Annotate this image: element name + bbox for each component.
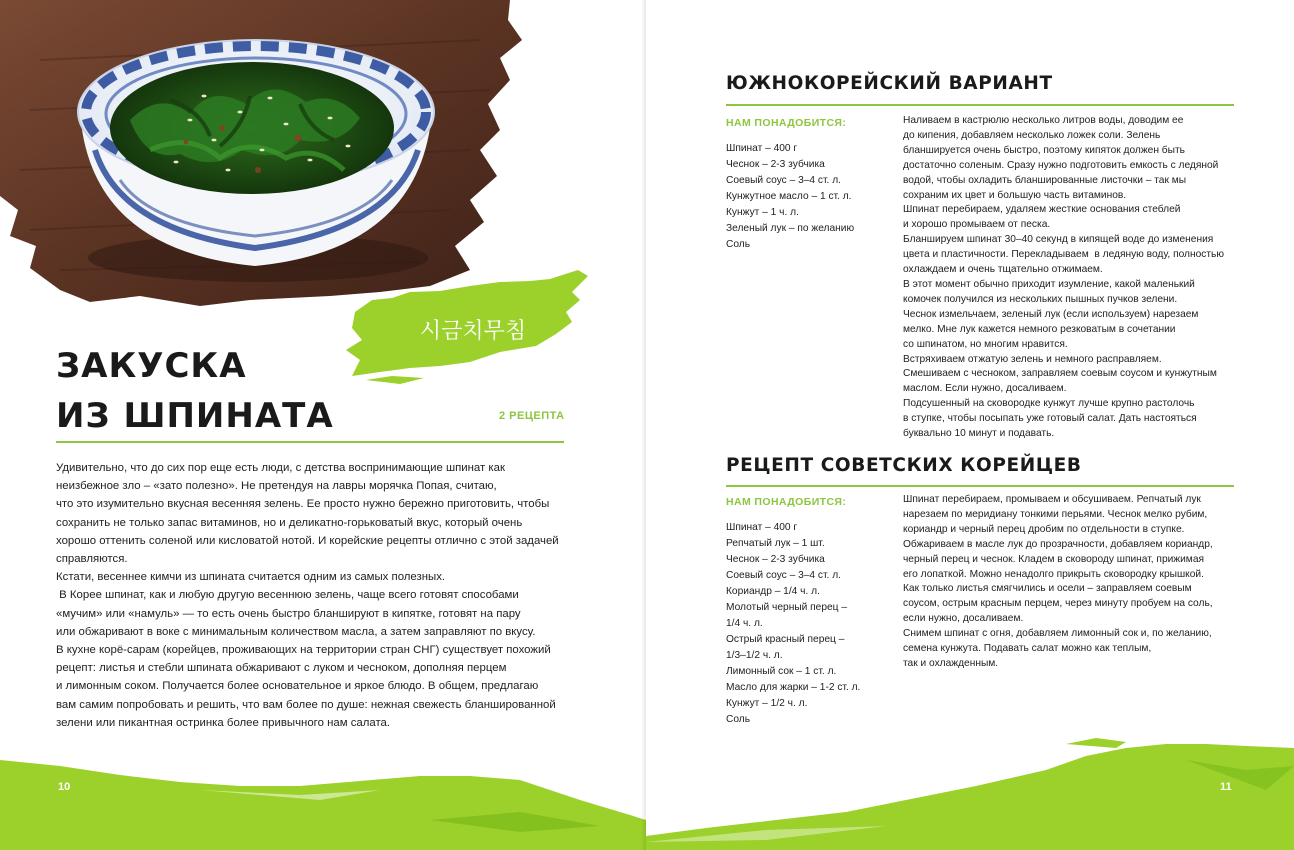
step-line: так и охлажденным. [903, 657, 999, 669]
divider-rule [726, 104, 1234, 106]
step-line: черный перец и чеснок. Кладем в сковороду шпинат, прижимая [903, 553, 1204, 565]
step-line: достаточно соленым. Сразу нужно подготовить емкость с ледяной [903, 159, 1219, 171]
step-line: Как только листья смягчились и осели – заправляем соевым [903, 583, 1192, 595]
ingredient-item: Лимонный сок – 1 ст. л. [726, 666, 837, 677]
step-line: Наливаем в кастрюлю несколько литров воды, доводим ее [903, 115, 1184, 126]
step-line: в ступке, чтобы посыпать уже готовый салат. Дать настояться [903, 413, 1197, 425]
divider-rule [726, 485, 1234, 487]
intro-line: «мучим» или «намуль» — то есть очень быстро бланшируют в кипятке, готовят на пару [56, 607, 521, 620]
left-page [0, 0, 646, 850]
step-line: до кипения, добавляем несколько ложек соли. Зелень [903, 129, 1161, 141]
ingredients-label: НАМ ПОНАДОБИТСЯ: [726, 496, 847, 508]
ingredient-item: Соль [726, 239, 751, 250]
section-title: РЕЦЕПТ СОВЕТСКИХ КОРЕЙЦЕВ [726, 455, 1082, 476]
step-line: Шпинат перебираем, удаляем жесткие основания стеблей [903, 204, 1181, 216]
ingredient-item: Соль [726, 714, 751, 725]
ingredients-list [726, 520, 896, 728]
step-line: В этот момент обычно приходит изумление, какой маленький [903, 278, 1195, 290]
step-line: комочек получился из нескольких пышных пучков зелени. [903, 293, 1178, 305]
ingredient-item: Соевый соус – 3–4 ст. л. [726, 175, 841, 186]
step-line: сохраним их цвет и большую часть витаминов. [903, 189, 1127, 201]
intro-line: В кухне корё-сарам (корейцев, проживающих на территории стран СНГ) существует похожий [56, 644, 551, 657]
section-title: ЮЖНОКОРЕЙСКИЙ ВАРИАНТ [726, 73, 1053, 94]
step-line: семена кунжута. Подавать салат можно как теплым, [903, 643, 1152, 655]
intro-line: сохранить не только запас витаминов, но и деликатно-горьковатый вкус, который очень [56, 516, 523, 529]
step-line: Снимем шпинат с огня, добавляем лимонный сок и, по желанию, [903, 628, 1212, 640]
recipe-count: 2 РЕЦЕПТА [499, 410, 565, 422]
ingredient-item: Молотый черный перец – [726, 602, 848, 613]
step-line: его лопаткой. Можно ненадолго прикрыть сковородку крышкой. [903, 568, 1204, 580]
intro-line: справляются. [56, 553, 128, 566]
step-line: соусом, острым красным перцем, через минуту пробуем на соль, [903, 598, 1213, 610]
intro-line: зелени или пикантная остринка более привычного нам салата. [56, 716, 391, 729]
step-line: Чеснок измельчаем, зеленый лук (если используем) нарезаем [903, 308, 1199, 320]
recipe-steps [903, 114, 1239, 442]
ingredient-item: Кунжутное масло – 1 ст. л. [726, 191, 852, 202]
page-number: 10 [58, 781, 71, 793]
ingredient-item: Кунжут – 1/2 ч. л. [726, 698, 808, 709]
step-line: мелко. Мне лук кажется немного резковатым в сочетании [903, 323, 1176, 335]
intro-line: вам самим попробовать и решить, что вам более по душе: нежная свежесть бланшированной [56, 698, 556, 711]
title-line: ЗАКУСКА [56, 346, 247, 386]
ingredient-item: Шпинат – 400 г [726, 143, 798, 154]
bottom-green-band-left [0, 0, 646, 850]
step-line: Подсушенный на сковородке кунжут лучше крупно растолочь [903, 398, 1195, 410]
ingredient-item: 1/3–1/2 ч. л. [726, 650, 783, 661]
intro-line: неизбежное зло – «зато полезно». Не претендуя на лавры морячка Попая, считаю, [56, 480, 497, 493]
intro-line: хорошо оттенить соленой или кисловатой нотой. И корейские рецепты отлично с этой задачей [56, 534, 559, 547]
ingredient-item: Соевый соус – 3–4 ст. л. [726, 570, 841, 581]
intro-line: что это изумительно вкусная весенняя зелень. Ее просто нужно бережно приготовить, чтобы [56, 498, 550, 511]
step-line: буквально 10 минут и подавать. [903, 428, 1055, 440]
step-line: кориандр и черный перец дробим по отдельности в ступке. [903, 523, 1185, 535]
intro-line: Кстати, весеннее кимчи из шпината считается одним из самых полезных. [56, 571, 446, 584]
intro-line: В Корее шпинат, как и любую другую весеннюю зелень, чаще всего готовят способами [56, 589, 519, 602]
step-line: если нужно, досаливаем. [903, 613, 1024, 625]
step-line: бланшируется очень быстро, поэтому кипяток должен быть [903, 144, 1185, 156]
step-line: Смешиваем с чесноком, заправляем соевым соусом и кунжутным [903, 368, 1217, 380]
step-line: охлаждаем и очень тщательно отжимаем. [903, 264, 1103, 276]
step-line: Бланшируем шпинат 30–40 секунд в кипящей воде до изменения [903, 234, 1214, 246]
ingredient-item: Зеленый лук – по желанию [726, 223, 855, 234]
ingredients-label: НАМ ПОНАДОБИТСЯ: [726, 117, 847, 129]
korean-dish-title: 시금치무침 [419, 319, 527, 344]
ingredient-item: Острый красный перец – [726, 634, 845, 645]
intro-line: Удивительно, что до сих пор еще есть люди, с детства воспринимающие шпинат как [56, 462, 505, 474]
step-line: со шпинатом, но многим нравится. [903, 338, 1068, 350]
ingredient-item: 1/4 ч. л. [726, 618, 763, 629]
ingredient-item: Шпинат – 400 г [726, 522, 798, 533]
step-line: и хорошо промываем от песка. [903, 219, 1051, 231]
intro-line: и лимонным соком. Получается более основательное и яркое блюдо. В общем, предлагаю [56, 680, 539, 693]
ingredient-item: Кунжут – 1 ч. л. [726, 207, 799, 218]
intro-line: или обжаривают в воке с минимальным количеством масла, а затем заправляют по вкусу. [56, 625, 536, 638]
step-line: нарезаем по меридиану тонкими перьями. Чеснок мелко рубим, [903, 508, 1208, 520]
ingredient-item: Масло для жарки – 1-2 ст. л. [726, 682, 861, 693]
ingredients-list [726, 141, 896, 253]
page-number: 11 [1220, 781, 1232, 793]
intro-line: рецепт: листья и стебли шпината обжаривают с луком и чесноком, дополняя перцем [56, 662, 507, 675]
recipe-steps [903, 493, 1239, 672]
ingredient-item: Кориандр – 1/4 ч. л. [726, 586, 820, 597]
step-line: Встряхиваем отжатую зелень и немного расправляем. [903, 353, 1162, 365]
title-line: ИЗ ШПИНАТА [56, 396, 334, 436]
ingredient-item: Репчатый лук – 1 шт. [726, 538, 825, 549]
step-line: маслом. Если нужно, досаливаем. [903, 383, 1067, 395]
step-line: Шпинат перебираем, промываем и обсушиваем. Репчатый лук [903, 494, 1201, 505]
step-line: цвета и пластичности. Перекладываем в ледяную воду, полностью [903, 249, 1224, 261]
step-line: Обжариваем в масле лук до прозрачности, добавляем кориандр, [903, 538, 1213, 550]
ingredient-item: Чеснок – 2-3 зубчика [726, 554, 825, 565]
ingredient-item: Чеснок – 2-3 зубчика [726, 159, 825, 170]
step-line: водой, чтобы охладить бланшированные листочки – так мы [903, 174, 1187, 186]
